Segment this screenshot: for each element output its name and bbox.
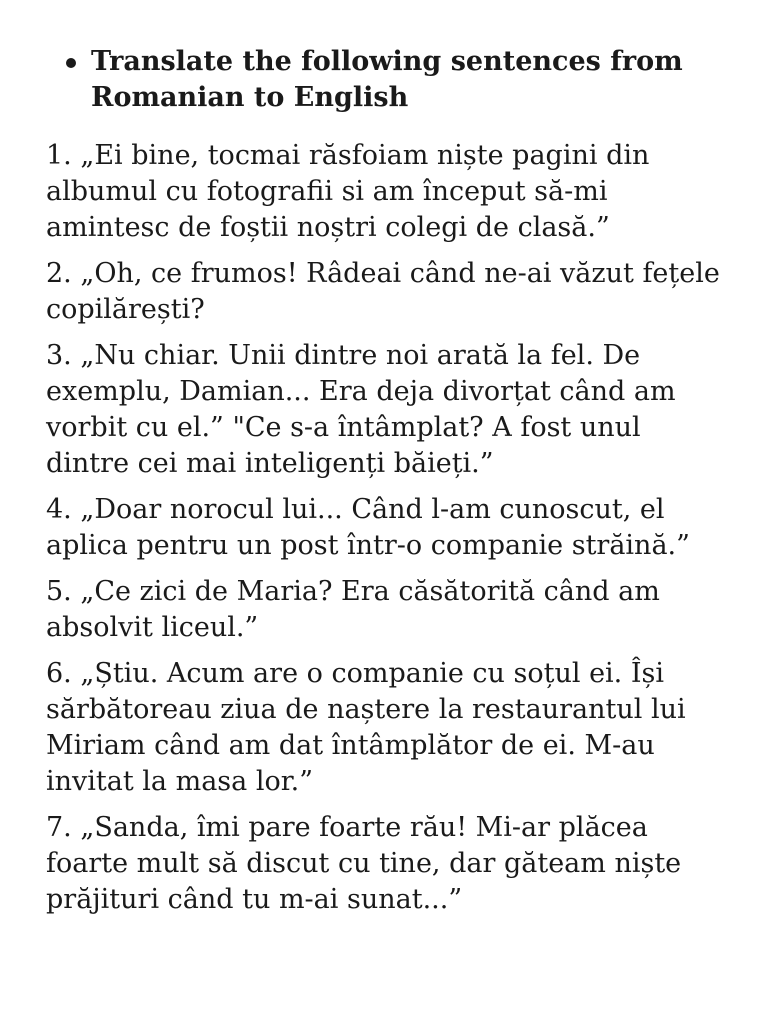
sentence-4: 4. „Doar norocul lui... Când l-am cunoscut, el aplica pentru un post într-o companie străină.” [46,494,690,561]
task-instruction-item [46,44,728,116]
sentence-7: 7. „Sanda, îmi pare foarte rău! Mi-ar plăcea foarte mult să discut cu tine, dar găteam niște prăjituri când tu m-ai sunat...” [46,812,682,915]
task-list [46,44,728,116]
sentence-2: 2. „Oh, ce frumos! Râdeai când ne-ai văzut fețele copilărești? [46,258,720,325]
sentence-1: 1. „Ei bine, tocmai răsfoiam niște pagini din albumul cu fotografii si am început să-mi amintesc de foștii noștri colegi de clasă.” [46,140,650,243]
bullet-icon [66,58,76,68]
task-instruction-text: Translate the following sentences from Romanian to English [91,46,683,113]
sentence-6: 6. „Știu. Acum are o companie cu soțul ei. Își sărbătoreau ziua de naștere la restaurantul lui Miriam când am dat întâmplător de ei. M-au invitat la masa lor.” [46,658,686,797]
sentence-5: 5. „Ce zici de Maria? Era căsătorită când am absolvit liceul.” [46,576,660,643]
sentence-3: 3. „Nu chiar. Unii dintre noi arată la fel. De exemplu, Damian... Era deja divorțat când am vorbit cu el.” "Ce s-a întâmplat? A fost unul dintre cei mai inteligenți băieți.” [46,340,676,479]
